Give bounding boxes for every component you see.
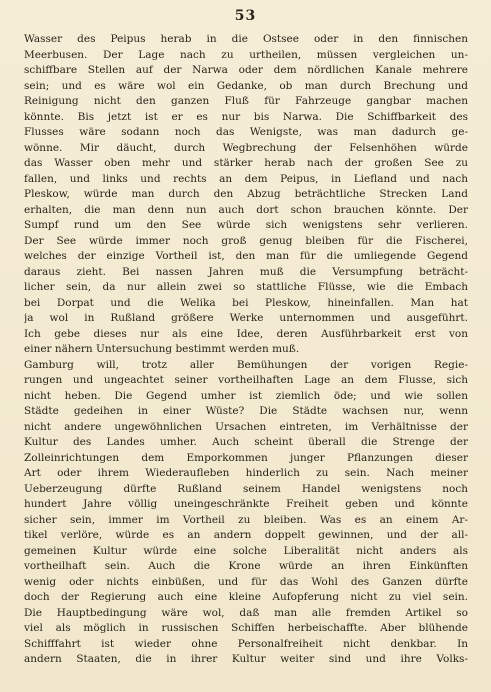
text-line: Wasser des Peipus herab in die Ostsee oder in den finnischen [24,33,468,45]
text-line: viel als möglich in russischen Schiffen herbeischaffte. Aber blühende [24,622,468,634]
text-line: wönne. Mir däucht, durch Wegbrechung der Felsenhöhen würde [24,141,468,154]
text-line: doch der Regierung auch eine kleine Aufopferung nicht zu viel sein. [24,591,468,603]
text-line: erhalten, die man denn nun auch dort schon brauchen könnte. Der [24,203,468,216]
text-line: ja wol in Rußland größere Werke unternommen und ausgeführt. [24,312,468,324]
text-line: andern Staaten, die in ihrer Kultur weiter sind und ihre Volks- [24,653,468,665]
text-line: Gamburg will, trotz aller Bemühungen der vorigen Regie- [24,358,468,371]
text-line: Städte gedeihen in einer Wüste? Die Städte wachsen nur, wenn [24,405,468,417]
text-line: Flusses wäre sodann noch das Wenigste, was man dadurch ge- [24,126,468,138]
text-line: Der See würde immer noch groß genug bleiben für die Fischerei, [24,234,468,247]
text-line: welches der einzige Vortheil ist, den man für die umliegende Gegend [24,250,468,262]
text-line: hundert Jahre völlig uneingeschränkte Freiheit geben und könnte [24,498,468,510]
text-line: Meerbusen. Der Lage nach zu urtheilen, müssen vergleichen un- [24,48,468,61]
text-line: Kultur des Landes umher. Auch scheint überall die Strenge der [24,436,468,448]
text-line: einer nähern Untersuchung bestimmt werden muß. [24,343,300,355]
text-line: Ueberzeugung dürfte Rußland seinem Handel wenigstens noch [24,482,468,495]
page-number: 53 [234,8,257,24]
text-line: tikel verlöre, würde es an andern doppelt gewinnen, und der all- [24,529,468,541]
text-line: sein; und es wäre wol ein Gedanke, ob man durch Brechung und [24,79,468,92]
text-line: bei Dorpat und die Welika bei Pleskow, hineinfallen. Man hat [24,296,468,309]
text-line: Die Hauptbedingung wäre wol, daß man alle fremden Artikel so [24,606,468,619]
text-line: Pleskow, würde man durch den Abzug beträchtliche Strecken Land [24,188,468,200]
text-line: wenig oder nichts einbüßen, und für das Wohl des Ganzen dürfte [24,575,468,588]
text-line: Ich gebe dieses nur als eine Idee, deren Ausführbarkeit erst von [24,327,468,340]
text-line: könnte. Bis jetzt ist er es nur bis Narwa. Die Schiffbarkeit des [24,110,468,123]
text-line: sicher sein, immer im Vortheil zu bleiben. Was es an einem Ar- [24,513,468,526]
text-line: Schifffahrt ist wieder ohne Personalfreiheit nicht denkbar. In [24,637,468,650]
body-text [24,32,468,668]
text-line: das Wasser oben mehr und stärker herab nach der großen See zu [24,157,468,169]
text-line: licher sein, da nur allein zwei so stattliche Flüsse, wie die Embach [24,281,468,293]
text-line: Art oder ihrem Wiederaufleben hinderlich zu sein. Nach meiner [24,467,468,479]
text-line: nicht heben. Die Gegend umher ist ziemlich öde; und wie sollen [24,389,468,402]
text-line: nicht andere ungewöhnlichen Ursachen eintreten, im Verhältnisse der [24,420,468,433]
text-line: fallen, und links und rechts an dem Peipus, in Liefland und nach [24,172,468,185]
text-line: Reinigung nicht den ganzen Fluß für Fahrzeuge gangbar machen [24,95,468,107]
text-line: vortheilhaft sein. Auch die Krone würde an ihren Einkünften [24,560,468,572]
text-line: Sumpf rund um den See würde sich wenigstens sehr verlieren. [24,219,468,231]
text-line: Zolleinrichtungen dem Emporkommen junger Pflanzungen dieser [24,451,468,464]
text-line: gemeinen Kultur würde eine solche Liberalität nicht anders als [24,544,468,557]
text-line: schiffbare Stellen auf der Narwa oder dem nördlichen Kanale mehrere [24,64,468,76]
text-line: daraus zieht. Bei nassen Jahren muß die Versumpfung beträcht- [24,265,468,278]
text-line: rungen und ungeachtet seiner vortheilhaften Lage an dem Flusse, sich [24,374,468,386]
